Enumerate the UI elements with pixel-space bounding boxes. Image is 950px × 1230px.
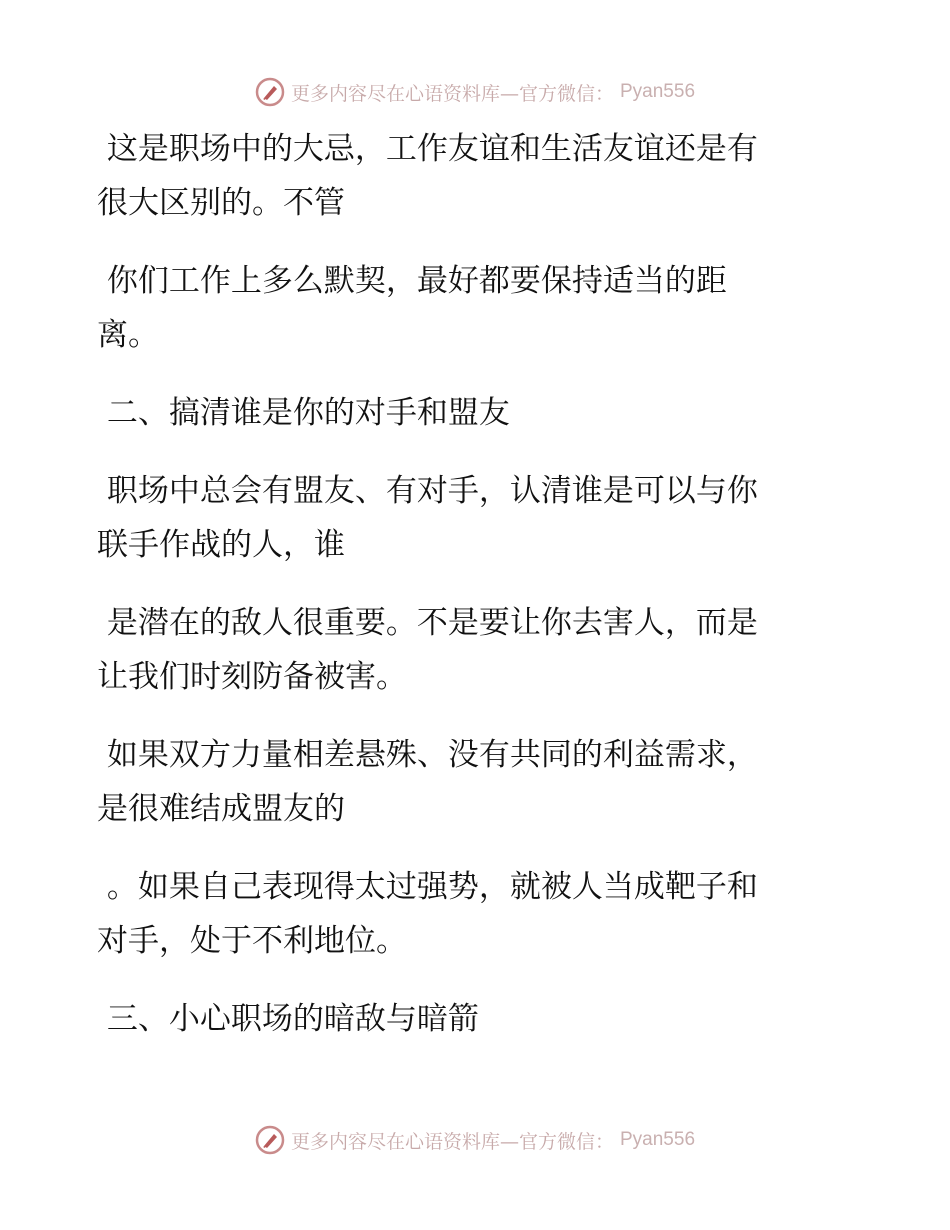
watermark-text: 更多内容尽在心语资料库—官方微信： [290,82,614,105]
footer-watermark [0,1120,950,1160]
paragraph-line: 很大区别的。不管 [97,185,345,221]
paragraph [97,122,837,230]
paragraph-line: 联手作战的人，谁 [97,527,345,563]
paragraph [97,596,837,704]
section-heading [97,992,837,1046]
document-body [97,122,837,1070]
watermark-wechat-id: Pyan556 [620,81,696,102]
watermark-text: 更多内容尽在心语资料库—官方微信： [290,1130,614,1153]
paragraph [97,254,837,362]
section-heading [97,386,837,440]
pen-nib-logo-icon [255,77,285,107]
paragraph-line: 如果双方力量相差悬殊、没有共同的利益需求， [97,737,758,773]
paragraph-line: 。如果自己表现得太过强势，就被人当成靶子和 [97,869,758,905]
paragraph [97,728,837,836]
paragraph-line: 职场中总会有盟友、有对手，认清谁是可以与你 [97,473,758,509]
paragraph-line: 让我们时刻防备被害。 [97,659,407,695]
paragraph-line: 这是职场中的大忌，工作友谊和生活友谊还是有 [97,131,758,167]
watermark-wechat-id: Pyan556 [620,1129,696,1150]
paragraph [97,860,837,968]
header-watermark [0,72,950,112]
paragraph [97,464,837,572]
paragraph-line: 你们工作上多么默契，最好都要保持适当的距 [97,263,727,299]
paragraph-line: 是很难结成盟友的 [97,791,345,827]
heading-text: 二、搞清谁是你的对手和盟友 [97,395,510,431]
pen-nib-logo-icon [255,1125,285,1155]
paragraph-line: 是潜在的敌人很重要。不是要让你去害人，而是 [97,605,758,641]
paragraph-line: 离。 [97,317,159,353]
paragraph-line: 对手，处于不利地位。 [97,923,407,959]
heading-text: 三、小心职场的暗敌与暗箭 [97,1001,479,1037]
